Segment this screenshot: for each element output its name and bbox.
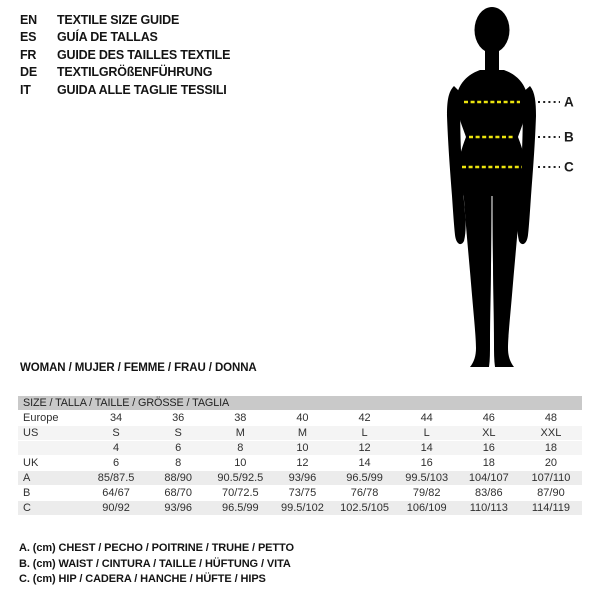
table-row [18,501,582,516]
lang-code: IT [20,82,31,97]
size-table-rows [18,411,582,516]
size-cell: 99.5/102 [281,502,324,514]
size-cell: 96.5/99 [346,472,383,484]
size-cell: 10 [296,442,309,454]
table-row [18,426,582,441]
row-label: A [23,472,31,484]
size-cell: 44 [420,412,433,424]
size-cell: 106/109 [406,502,447,514]
size-cell: 18 [544,442,558,454]
size-cell: M [235,427,245,439]
size-cell: 10 [234,457,247,469]
size-cell: 18 [482,457,495,469]
size-cell: 6 [175,442,182,454]
size-cell: XL [482,427,496,439]
table-row [18,411,582,426]
size-cell: 107/110 [531,472,571,484]
size-cell: 6 [113,457,120,469]
size-cell: 8 [175,457,182,469]
size-cell: 90.5/92.5 [217,472,264,484]
size-cell: 87/90 [537,487,565,499]
size-cell: 64/67 [102,487,130,499]
size-cell: S [112,427,120,439]
size-cell: 14 [420,442,433,454]
row-label: B [23,487,31,499]
lang-row-it [20,82,230,99]
measure-letter-c: C [564,159,574,175]
size-cell: 93/96 [164,502,192,514]
woman-group-title: WOMAN / MUJER / FEMME / FRAU / DONNA [20,362,257,374]
size-cell: 93/96 [288,472,317,484]
size-cell: 42 [358,412,371,424]
lang-title: TEXTILGRÖßENFÜHRUNG [57,65,213,80]
size-cell: 73/75 [288,487,317,499]
size-table [18,396,582,516]
row-label: C [23,502,31,514]
size-cell: 16 [420,457,433,469]
size-cell: 85/87.5 [97,472,135,484]
size-cell: L [361,427,368,439]
size-cell: 83/86 [475,487,503,499]
row-label: US [23,427,39,439]
language-title-block [20,12,230,99]
size-cell: 70/72.5 [221,487,259,499]
size-cell: 96.5/99 [221,502,259,514]
size-cell: 14 [358,457,371,469]
body-measurement-figure [420,0,600,380]
woman-silhouette-icon [420,0,600,380]
size-cell: 102.5/105 [340,502,390,514]
lang-row-fr [20,47,230,64]
table-row [18,441,582,456]
measurement-legend [19,541,294,588]
lang-title: GUIDA ALLE TAGLIE TESSILI [57,82,227,97]
lang-code: ES [20,30,37,45]
size-cell: 8 [237,442,244,454]
measure-letter-b: B [564,129,574,145]
size-cell: 34 [109,412,123,424]
size-cell: 88/90 [164,472,192,484]
lang-code: EN [20,13,37,27]
size-cell: 114/119 [531,502,570,514]
size-cell: 12 [296,457,309,469]
size-cell: 46 [482,412,495,424]
size-cell: L [423,427,430,439]
table-row [18,471,582,486]
row-label: UK [23,457,39,469]
row-label [18,441,85,455]
size-cell: 40 [296,412,309,424]
size-cell: 36 [172,412,185,424]
lang-row-en [20,12,230,29]
lang-row-es [20,29,230,46]
size-cell: 90/92 [102,502,130,514]
size-cell: 48 [544,412,558,424]
lang-title: GUIDE DES TAILLES TEXTILE [57,47,231,62]
size-cell: 99.5/103 [405,472,449,484]
legend-line: B. (cm) WAIST / CINTURA / TAILLE / HÜFTUNG / VITA [19,557,291,570]
lang-row-de [20,64,230,81]
size-cell: M [297,427,308,439]
size-table-header: SIZE / TALLA / TAILLE / GRÖSSE / TAGLIA [18,396,582,411]
size-cell: 16 [482,442,495,454]
size-cell: 20 [544,457,558,469]
size-cell: 79/82 [412,487,441,499]
lang-title: TEXTILE SIZE GUIDE [57,13,180,27]
size-cell: 68/70 [164,487,192,499]
legend-line: A. (cm) CHEST / PECHO / POITRINE / TRUHE / PETTO [19,542,294,554]
size-cell: 12 [358,442,371,454]
size-cell: 76/78 [350,487,379,499]
lang-code: FR [20,47,37,62]
measure-letter-a: A [564,94,574,110]
size-cell: 38 [234,412,247,424]
table-row [18,486,582,501]
size-cell: S [174,427,182,439]
size-cell: XXL [540,427,562,439]
size-cell: 4 [113,442,120,454]
legend-line: C. (cm) HIP / CADERA / HANCHE / HÜFTE / HIPS [19,573,266,586]
row-label: Europe [23,412,59,424]
size-cell: 104/107 [468,472,509,484]
table-row [18,456,582,471]
lang-title: GUÍA DE TALLAS [57,30,158,45]
lang-code: DE [20,65,37,80]
size-cell: 110/113 [469,502,508,514]
pointer-dot-lines [538,102,560,167]
